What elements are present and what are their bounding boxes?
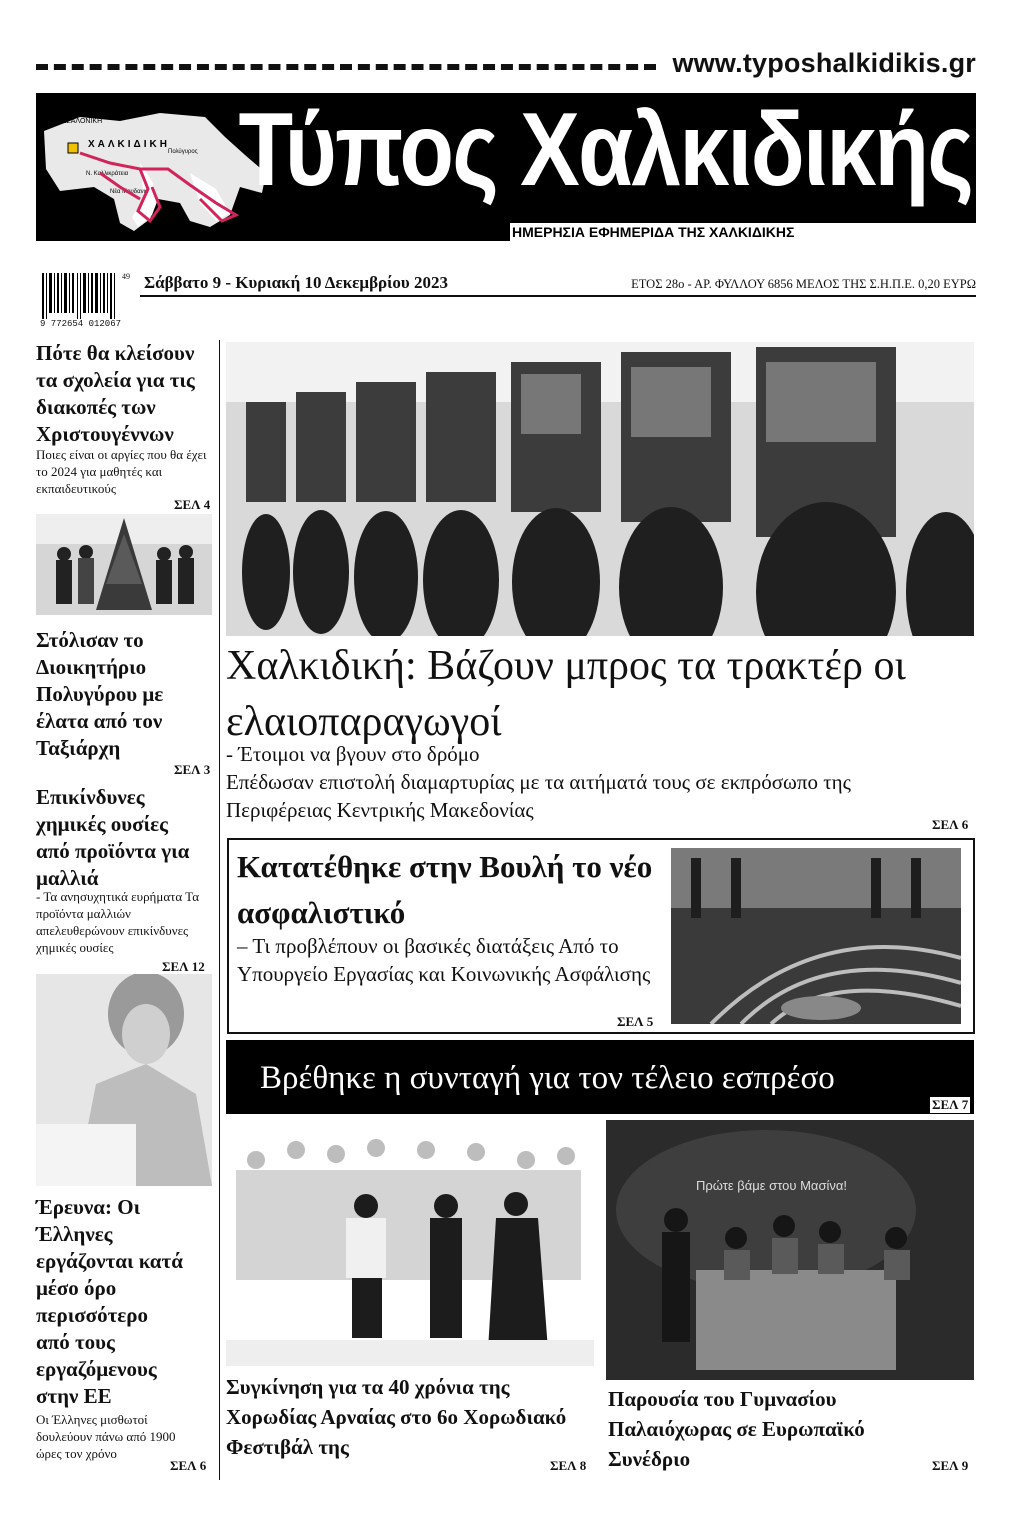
main-sub-line: Επέδωσαν επιστολή διαμαρτυρίας με τα αιτήματά τους σε εκπρόσωπο της Περιφέρειας Κεντρικής Μακεδονίας: [226, 770, 851, 822]
christmas-tree-photo: [36, 514, 212, 615]
story-headline[interactable]: Πότε θα κλείσουν τα σχολεία για τις διακοπές των Χριστουγέννων: [36, 341, 195, 446]
page-ref: ΣΕΛ 6: [170, 1458, 207, 1473]
pension-story-box: [227, 838, 975, 1034]
sign-text: Πρώτε βάμε στου Μασίνα!: [696, 1178, 847, 1193]
map-label: Ν. Καλλικράτεια: [86, 171, 129, 177]
page-ref: ΣΕΛ 12: [162, 959, 205, 974]
masthead: [36, 93, 976, 241]
barcode-issue: 49: [122, 272, 130, 281]
barcode-number: 9 772654 012067: [40, 319, 122, 329]
page-ref: ΣΕΛ 6: [932, 817, 969, 832]
story-headline[interactable]: Έρευνα: Οι Έλληνες εργάζονται κατά μέσο όρο περισσότερο από τους εργαζόμενους στην ΕΕ: [36, 1195, 183, 1408]
issue-info: ΕΤΟΣ 28ο - ΑΡ. ΦΥΛΛΟΥ 6856 ΜΕΛΟΣ ΤΗΣ Σ.Η.Π.Ε. 0,20 ΕΥΡΩ: [631, 277, 976, 291]
column-divider: [219, 340, 220, 1480]
choir-photo: [226, 1120, 594, 1366]
barcode-image: [40, 273, 120, 319]
masthead-subtitle: ΗΜΕΡΗΣΙΑ ΕΦΗΜΕΡΙΔΑ ΤΗΣ ΧΑΛΚΙΔΙΚΗΣ: [510, 223, 976, 241]
story-sub: Ποιες είναι οι αργίες που θα έχει το 2024 για μαθητές και εκπαιδευτικούς: [36, 447, 207, 496]
header-dash-rule: [36, 64, 656, 70]
map-label: Νέα Μουδανιά: [110, 189, 149, 195]
gymnasium-caption[interactable]: Παρουσία του Γυμνασίου Παλαιόχωρας σε Ευρωπαϊκό Συνέδριο: [608, 1387, 865, 1471]
masthead-title[interactable]: Τύπος Χαλκιδικής: [238, 92, 972, 208]
site-url[interactable]: www.typoshalkidikis.gr: [672, 48, 976, 78]
story-headline[interactable]: Στόλισαν το Διοικητήριο Πολυγύρου με έλατα από τον Ταξιάρχη: [36, 628, 164, 760]
parliament-photo: [671, 848, 961, 1024]
choir-caption[interactable]: Συγκίνηση για τα 40 χρόνια της Χορωδίας Αρναίας στο 6ο Χορωδιακό Φεστιβάλ της: [226, 1375, 567, 1459]
main-headline[interactable]: Χαλκιδική: Βάζουν μπρος τα τρακτέρ οι ελαιοπαραγωγοί: [226, 643, 906, 745]
main-sub: [226, 740, 986, 824]
map-label: ΧΑΛΚΙΔΙΚΗ: [88, 139, 170, 150]
story-sub: - Τα ανησυχητικά ευρήματα Τα προϊόντα μαλλιών απελευθερώνουν επικίνδυνες χημικές ουσίες: [36, 889, 200, 955]
map-label: ΘΕΣΣΑΛΟΝΙΚΗ: [52, 118, 103, 125]
page-ref: ΣΕΛ 9: [932, 1458, 969, 1473]
page-ref: ΣΕΛ 7: [932, 1097, 969, 1112]
chalkidiki-map-image: [40, 103, 270, 235]
espresso-banner[interactable]: [226, 1040, 974, 1114]
issue-date: Σάββατο 9 - Κυριακή 10 Δεκεμβρίου 2023: [144, 273, 448, 292]
hair-products-photo: [36, 974, 212, 1186]
box-sub: – Τι προβλέπουν οι βασικές διατάξεις Από το Υπουργείο Εργασίας και Κοινωνικής Ασφάλισης: [237, 934, 651, 986]
page-ref: ΣΕΛ 3: [174, 762, 211, 777]
page-ref: ΣΕΛ 4: [174, 497, 211, 512]
page-ref: ΣΕΛ 8: [550, 1458, 587, 1473]
main-sub-line: - Έτοιμοι να βγουν στο δρόμο: [226, 742, 480, 766]
story-headline[interactable]: Επικίνδυνες χημικές ουσίες από προϊόντα για μαλλιά: [36, 785, 190, 890]
tractors-photo: [226, 342, 974, 636]
story-sub: Οι Έλληνες μισθωτοί δουλεύουν πάνω από 1900 ώρες τον χρόνο: [36, 1412, 176, 1461]
gymnasium-photo: [606, 1120, 974, 1380]
box-headline[interactable]: Κατατέθηκε στην Βουλή το νέο ασφαλιστικό: [237, 849, 653, 930]
page-ref: ΣΕΛ 5: [617, 1014, 654, 1029]
header-rule: [140, 295, 976, 297]
espresso-headline[interactable]: Βρέθηκε η συνταγή για τον τέλειο εσπρέσο: [260, 1060, 835, 1096]
map-label: Πολύγυρος: [168, 149, 198, 155]
